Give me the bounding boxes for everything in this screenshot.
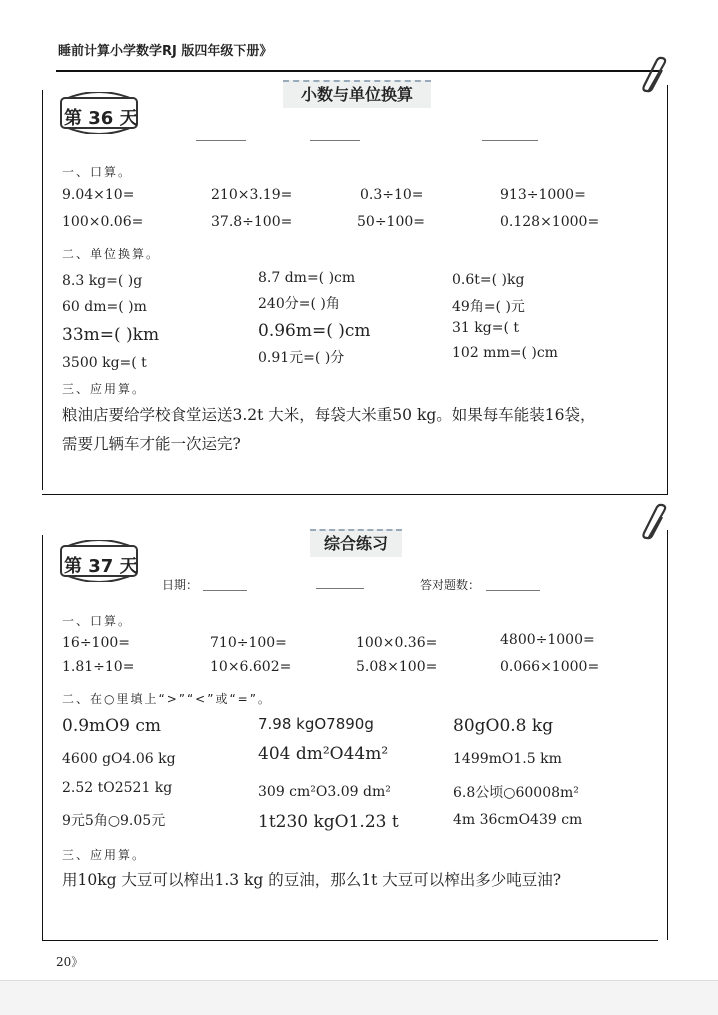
compare-question: 6.8公顷○60008m² [453, 785, 579, 801]
date-label: 日期： [162, 578, 199, 592]
oral-question: 100×0.06= [62, 214, 144, 230]
compare-question: 309 cm²O3.09 dm² [258, 784, 391, 800]
oral-question: 100×0.36= [356, 635, 438, 651]
unit-question: 240分=( )角 [258, 296, 340, 312]
section-heading: 一、口算。 [62, 165, 133, 179]
unit-question: 8.7 dm=( )cm [258, 270, 356, 286]
box-bottom-border [42, 940, 658, 941]
bottom-bar [0, 980, 718, 1015]
unit-question: 102 mm=( )cm [452, 345, 558, 361]
score-label: 答对题数： [420, 578, 481, 592]
book-header: 睡前计算小学数学RJ 版四年级下册》 [58, 44, 273, 59]
compare-question: 0.9mO9 cm [62, 716, 161, 736]
compare-question: 1t230 kgO1.23 t [258, 812, 399, 832]
oral-question: 50÷100= [357, 214, 425, 230]
oral-question: 37.8÷100= [211, 214, 293, 230]
day-number: 第 37 天 [64, 556, 138, 577]
unit-question: 0.6t=( )kg [452, 272, 525, 288]
oral-question: 0.3÷10= [360, 187, 424, 203]
section-title: 综合练习 [310, 529, 402, 557]
box-right-border [667, 85, 668, 495]
unit-question: 8.3 kg=( )g [62, 273, 143, 289]
compare-question: 1499mO1.5 km [453, 751, 562, 767]
oral-question: 16÷100= [62, 635, 130, 651]
oral-question: 0.066×1000= [500, 659, 600, 675]
oral-question: 710÷100= [210, 635, 287, 651]
compare-question: 4m 36cmO439 cm [453, 812, 583, 828]
blank-line [310, 140, 360, 141]
word-problem: 用10kg 大豆可以榨出1.3 kg 的豆油，那么1t 大豆可以榨出多少吨豆油? [62, 871, 562, 889]
blank-line [316, 588, 364, 589]
section-title: 小数与单位换算 [283, 80, 431, 108]
box-bottom-border [42, 494, 668, 495]
unit-question: 60 dm=( )m [62, 299, 147, 315]
compare-question: 2.52 tO2521 kg [62, 780, 173, 796]
unit-question: 3500 kg=( t [62, 355, 147, 371]
compare-question: 7.98 kgO7890g [258, 715, 374, 733]
unit-question: 33m=( )km [62, 325, 160, 345]
header-rule [56, 70, 660, 72]
page-number: 20》 [56, 955, 84, 969]
compare-question: 9元5角○9.05元 [62, 813, 166, 829]
blank-line [482, 140, 538, 141]
box-right-border [667, 530, 668, 940]
unit-question: 0.96m=( )cm [258, 321, 371, 341]
oral-question: 9.04×10= [62, 187, 135, 203]
oral-question: 210×3.19= [211, 187, 293, 203]
blank-line [196, 140, 246, 141]
section-heading: 二、在○里填上“>”“<”或“=”。 [62, 692, 272, 706]
oral-question: 5.08×100= [356, 659, 438, 675]
section-heading: 三、应用算。 [62, 848, 147, 862]
unit-question: 49角=( )元 [452, 299, 525, 315]
date-blank [203, 590, 247, 591]
oral-question: 1.81÷10= [62, 659, 135, 675]
word-problem: 需要几辆车才能一次运完? [62, 435, 241, 453]
day-number: 第 36 天 [64, 108, 138, 129]
section-heading: 一、口算。 [62, 614, 133, 628]
compare-question: 404 dm²O44m² [258, 744, 389, 764]
oral-question: 913÷1000= [500, 187, 586, 203]
box-left-border [42, 535, 43, 940]
oral-question: 0.128×1000= [500, 214, 600, 230]
word-problem: 粮油店要给学校食堂运送3.2t 大米，每袋大米重50 kg。如果每车能装16袋， [62, 406, 596, 424]
unit-question: 0.91元=( )分 [258, 350, 345, 366]
section-heading: 二、单位换算。 [62, 247, 161, 261]
compare-question: 80gO0.8 kg [453, 716, 554, 736]
oral-question: 10×6.602= [210, 659, 292, 675]
oral-question: 4800÷1000= [500, 632, 595, 648]
score-blank [486, 590, 540, 591]
unit-question: 31 kg=( t [452, 320, 519, 336]
box-left-border [42, 90, 43, 490]
section-heading: 三、应用算。 [62, 382, 147, 396]
compare-question: 4600 gO4.06 kg [62, 751, 176, 767]
